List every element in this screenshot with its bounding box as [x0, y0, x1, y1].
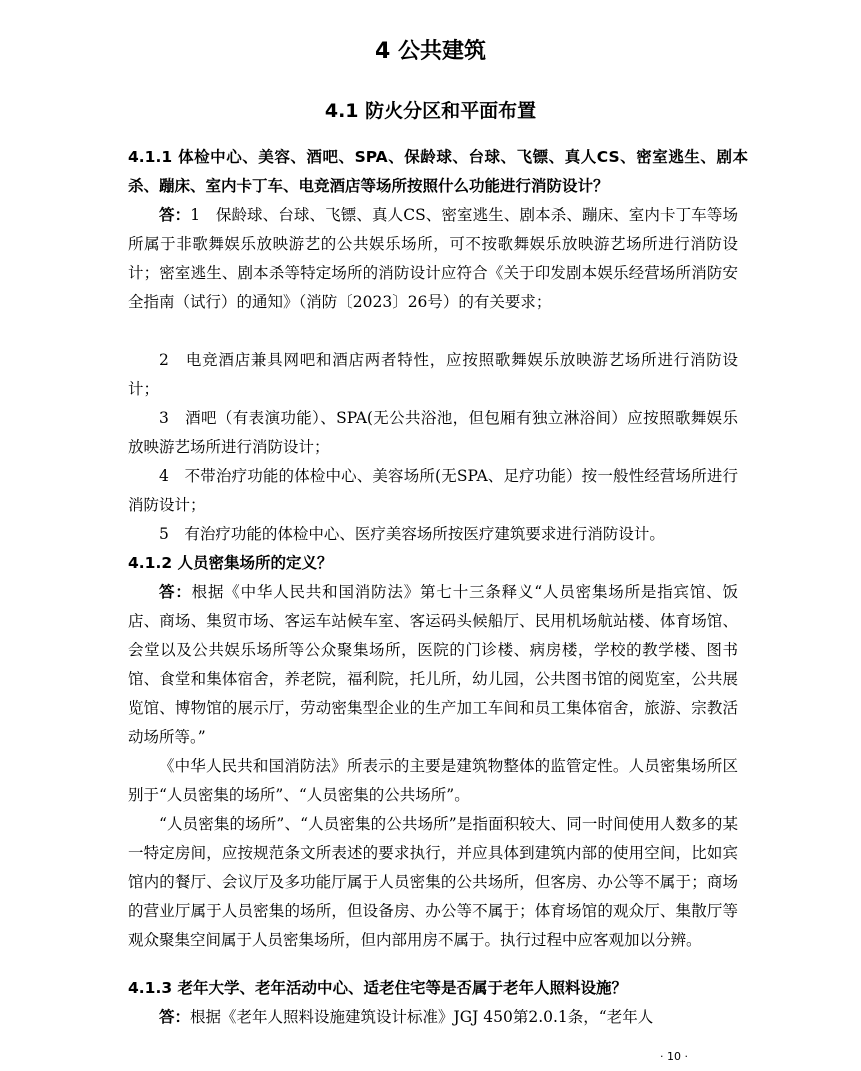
body-paragraph: “人员密集的场所”、“人员密集的公共场所”是指面积较大、同一时间使用人数多的某一特定房间，应按规范条文所表述的要求执行，并应具体到建筑内部的使用空间，比如宾馆内的餐厅、会议厅及多功能厅属于人员密集的公共场所，但客房、办公等不属于；商场的营业厅属于人员密集的场所，但设备房、办公等不属于；体育场馆的观众厅、集散厅等观众聚集空间属于人员密集场所，但内部用房不属于。执行过程中应客观加以分辨。 [128, 815, 738, 949]
answer-item-4: 4 不带治疗功能的体检中心、美容场所(无SPA、足疗功能）按一般性经营场所进行消防设计； [128, 467, 738, 514]
answer-label: 答： [159, 206, 191, 224]
answer-text: 1 保龄球、台球、飞镖、真人CS、密室逃生、剧本杀、蹦床、室内卡丁车等场所属于非歌舞娱乐放映游艺的公共娱乐场所，可不按歌舞娱乐放映游艺场所进行消防设计；密室逃生、剧本杀等特定场所的消防设计应符合《关于印发剧本娱乐经营场所消防安全指南（试行）的通知》（消防〔2023〕26号）的有关要求； [128, 206, 738, 311]
answer-text: 根据《中华人民共和国消防法》第七十三条释义“人员密集场所是指宾馆、饭店、商场、集贸市场、客运车站候车室、客运码头候船厅、民用机场航站楼、体育场馆、会堂以及公共娱乐场所等公众聚集场所，医院的门诊楼、病房楼，学校的教学楼、图书馆、食堂和集体宿舍，养老院，福利院，托儿所，幼儿园，公共图书馆的阅览室，公共展览馆、博物馆的展示厅，劳动密集型企业的生产加工车间和员工集体宿舍，旅游、宗教活动场所等。” [128, 583, 738, 746]
question-heading-4-1-1: 4.1.1 体检中心、美容、酒吧、SPA、保龄球、台球、飞镖、真人CS、密室逃生、剧本杀、蹦床、室内卡丁车、电竞酒店等场所按照什么功能进行消防设计？ [128, 148, 748, 195]
answer-paragraph [128, 201, 738, 317]
answer-paragraph [128, 578, 738, 752]
answer-label: 答： [159, 1008, 191, 1026]
answer-label: 答： [159, 583, 192, 601]
answer-item-5: 5 有治疗功能的体检中心、医疗美容场所按医疗建筑要求进行消防设计。 [159, 525, 665, 543]
answer-item-2: 2 电竞酒店兼具网吧和酒店两者特性，应按照歌舞娱乐放映游艺场所进行消防设计； [128, 351, 738, 398]
question-heading-4-1-3: 4.1.3 老年大学、老年活动中心、适老住宅等是否属于老年人照料设施？ [128, 979, 628, 997]
section-title: 4.1 防火分区和平面布置 [324, 100, 537, 122]
body-paragraph: 《中华人民共和国消防法》所表示的主要是建筑物整体的监管定性。人员密集场所区别于“人员密集的场所”、“人员密集的公共场所”。 [128, 757, 738, 804]
answer-paragraph [128, 1003, 738, 1032]
question-heading-4-1-2: 4.1.2 人员密集场所的定义？ [128, 554, 333, 572]
answer-text: 根据《老年人照料设施建筑设计标准》JGJ 450第2.0.1条，“老年人 [190, 1008, 654, 1026]
page-number: · 10 · [660, 1050, 688, 1063]
chapter-title: 4 公共建筑 [375, 39, 486, 64]
answer-item-3: 3 酒吧（有表演功能）、SPA(无公共浴池，但包厢有独立淋浴间）应按照歌舞娱乐放映游艺场所进行消防设计； [128, 409, 738, 456]
